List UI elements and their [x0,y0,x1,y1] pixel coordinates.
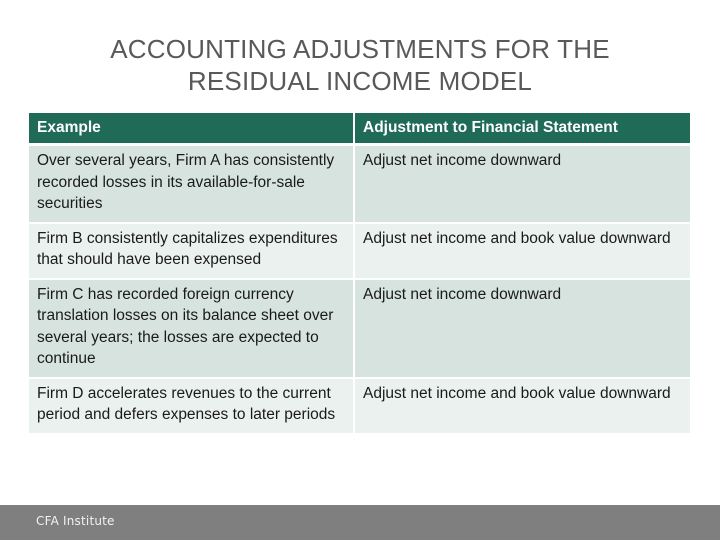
column-header-example: Example [29,113,353,146]
slide-title-line-2: RESIDUAL INCOME MODEL [187,66,533,96]
table-header-row [29,113,690,146]
footer-bar [0,505,720,540]
example-cell: Over several years, Firm A has consistently recorded losses in its available-for-sale securities [29,146,353,224]
table-row [29,280,690,379]
table-row [29,146,690,224]
slide-title-line-1: ACCOUNTING ADJUSTMENTS FOR THE [110,34,610,64]
adjustment-cell: Adjust net income and book value downward [353,224,690,280]
table-row [29,379,690,435]
adjustments-table [29,113,690,435]
example-cell: Firm B consistently capitalizes expenditures that should have been expensed [29,224,353,280]
example-cell: Firm D accelerates revenues to the current period and defers expenses to later periods [29,379,353,435]
adjustment-cell: Adjust net income downward [353,146,690,224]
slide-title [0,33,720,97]
adjustment-cell: Adjust net income and book value downward [353,379,690,435]
column-header-adjustment: Adjustment to Financial Statement [353,113,690,146]
cfa-institute-logo: CFA Institute [36,514,115,528]
table-row [29,224,690,280]
example-cell: Firm C has recorded foreign currency translation losses on its balance sheet over several years; the losses are expected to continue [29,280,353,379]
adjustment-cell: Adjust net income downward [353,280,690,379]
